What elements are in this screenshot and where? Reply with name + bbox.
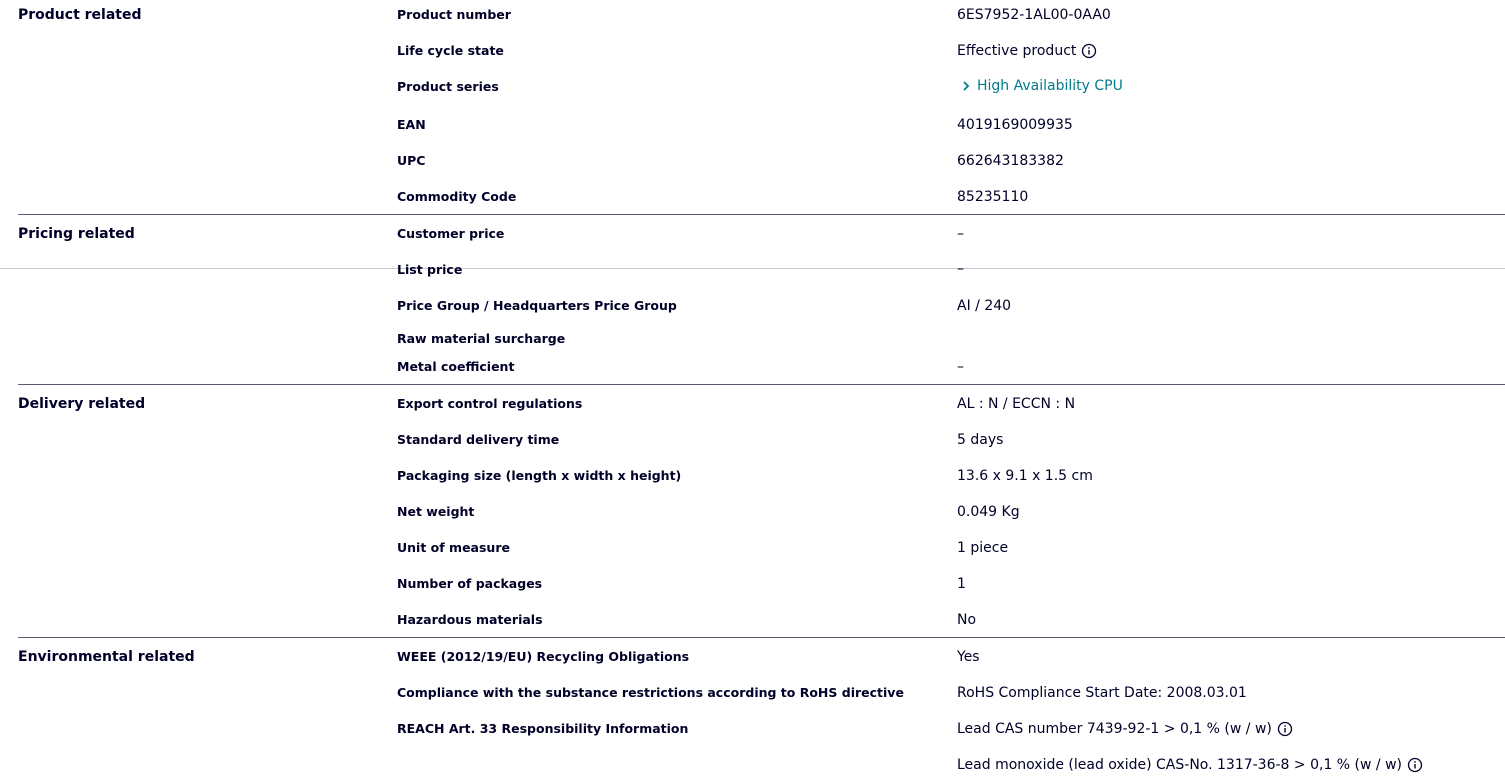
- section-title-environmental-related: Environmental related: [18, 649, 195, 665]
- value-upc-text: 662643183382: [957, 153, 1064, 169]
- value-number-of-packages-text: 1: [957, 576, 966, 592]
- label-reach-art-33: REACH Art. 33 Responsibility Information: [397, 721, 689, 736]
- info-icon[interactable]: [1081, 43, 1097, 59]
- value-price-group: [957, 299, 1011, 313]
- value-reach-lead: [957, 721, 1293, 737]
- label-number-of-packages: Number of packages: [397, 576, 543, 591]
- row-divider: [0, 268, 1505, 269]
- value-list-price-text: –: [957, 261, 964, 277]
- section-title-delivery-related: Delivery related: [18, 396, 146, 412]
- label-life-cycle-state: Life cycle state: [397, 43, 504, 58]
- value-ean: [957, 118, 1073, 132]
- value-rohs-compliance: [957, 686, 1247, 700]
- product-series-link[interactable]: [957, 79, 1123, 93]
- value-hazardous-materials-text: No: [957, 612, 977, 628]
- value-customer-price-text: –: [957, 226, 964, 242]
- label-ean: EAN: [397, 117, 426, 132]
- value-customer-price: [957, 227, 964, 241]
- label-commodity-code: Commodity Code: [397, 189, 517, 204]
- value-reach-lead-monoxide: [957, 757, 1423, 773]
- product-series-link-text: High Availability CPU: [977, 78, 1123, 94]
- value-standard-delivery-time: [957, 433, 1003, 447]
- label-customer-price: Customer price: [397, 226, 505, 241]
- value-weee: [957, 650, 980, 664]
- value-unit-of-measure: [957, 541, 1008, 555]
- value-weee-text: Yes: [957, 649, 980, 665]
- label-metal-coefficient: Metal coefficient: [397, 359, 515, 374]
- value-hazardous-materials: [957, 613, 976, 627]
- label-product-series: Product series: [397, 79, 499, 94]
- value-life-cycle-state-text: Effective product: [957, 43, 1077, 59]
- section-divider: [18, 214, 1505, 215]
- value-export-control: [957, 397, 1075, 411]
- label-weee: WEEE (2012/19/EU) Recycling Obligations: [397, 649, 690, 664]
- chevron-right-icon: [961, 80, 971, 92]
- value-metal-coefficient: [957, 360, 964, 374]
- value-packaging-size: [957, 469, 1093, 483]
- section-divider: [18, 384, 1505, 385]
- value-number-of-packages: [957, 577, 966, 591]
- label-price-group: Price Group / Headquarters Price Group: [397, 298, 677, 313]
- label-net-weight: Net weight: [397, 504, 475, 519]
- label-list-price: List price: [397, 262, 463, 277]
- value-metal-coefficient-text: –: [957, 359, 964, 375]
- label-product-number: Product number: [397, 7, 511, 22]
- label-unit-of-measure: Unit of measure: [397, 540, 510, 555]
- value-net-weight: [957, 505, 1020, 519]
- value-packaging-size-text: 13.6 x 9.1 x 1.5 cm: [957, 468, 1093, 484]
- value-product-number: [957, 8, 1111, 22]
- section-title-product-related: Product related: [18, 7, 142, 23]
- value-commodity-code: [957, 190, 1028, 204]
- label-standard-delivery-time: Standard delivery time: [397, 432, 560, 447]
- value-unit-of-measure-text: 1 piece: [957, 540, 1009, 556]
- value-life-cycle-state: [957, 43, 1097, 59]
- info-icon[interactable]: [1407, 757, 1423, 773]
- label-packaging-size: Packaging size (length x width x height): [397, 468, 682, 483]
- value-rohs-compliance-text: RoHS Compliance Start Date: 2008.03.01: [957, 685, 1247, 701]
- value-price-group-text: AI / 240: [957, 298, 1012, 314]
- value-product-number-text: 6ES7952-1AL00-0AA0: [957, 7, 1111, 23]
- value-reach-lead-text: Lead CAS number 7439-92-1 > 0,1 % (w / w): [957, 721, 1272, 737]
- value-product-series: [957, 79, 1123, 93]
- label-hazardous-materials: Hazardous materials: [397, 612, 543, 627]
- value-standard-delivery-time-text: 5 days: [957, 432, 1004, 448]
- value-net-weight-text: 0.049 Kg: [957, 504, 1020, 520]
- value-commodity-code-text: 85235110: [957, 189, 1029, 205]
- value-upc: [957, 154, 1064, 168]
- label-export-control: Export control regulations: [397, 396, 583, 411]
- section-divider: [18, 637, 1505, 638]
- value-reach-lead-monoxide-text: Lead monoxide (lead oxide) CAS-No. 1317-36-8 > 0,1 % (w / w): [957, 757, 1402, 773]
- value-list-price: [957, 262, 964, 276]
- value-export-control-text: AL : N / ECCN : N: [957, 396, 1076, 412]
- section-title-pricing-related: Pricing related: [18, 226, 135, 242]
- info-icon[interactable]: [1277, 721, 1293, 737]
- value-ean-text: 4019169009935: [957, 117, 1073, 133]
- label-upc: UPC: [397, 153, 426, 168]
- label-raw-material-surcharge: Raw material surcharge: [397, 331, 566, 346]
- label-rohs-compliance: Compliance with the substance restrictions according to RoHS directive: [397, 685, 904, 700]
